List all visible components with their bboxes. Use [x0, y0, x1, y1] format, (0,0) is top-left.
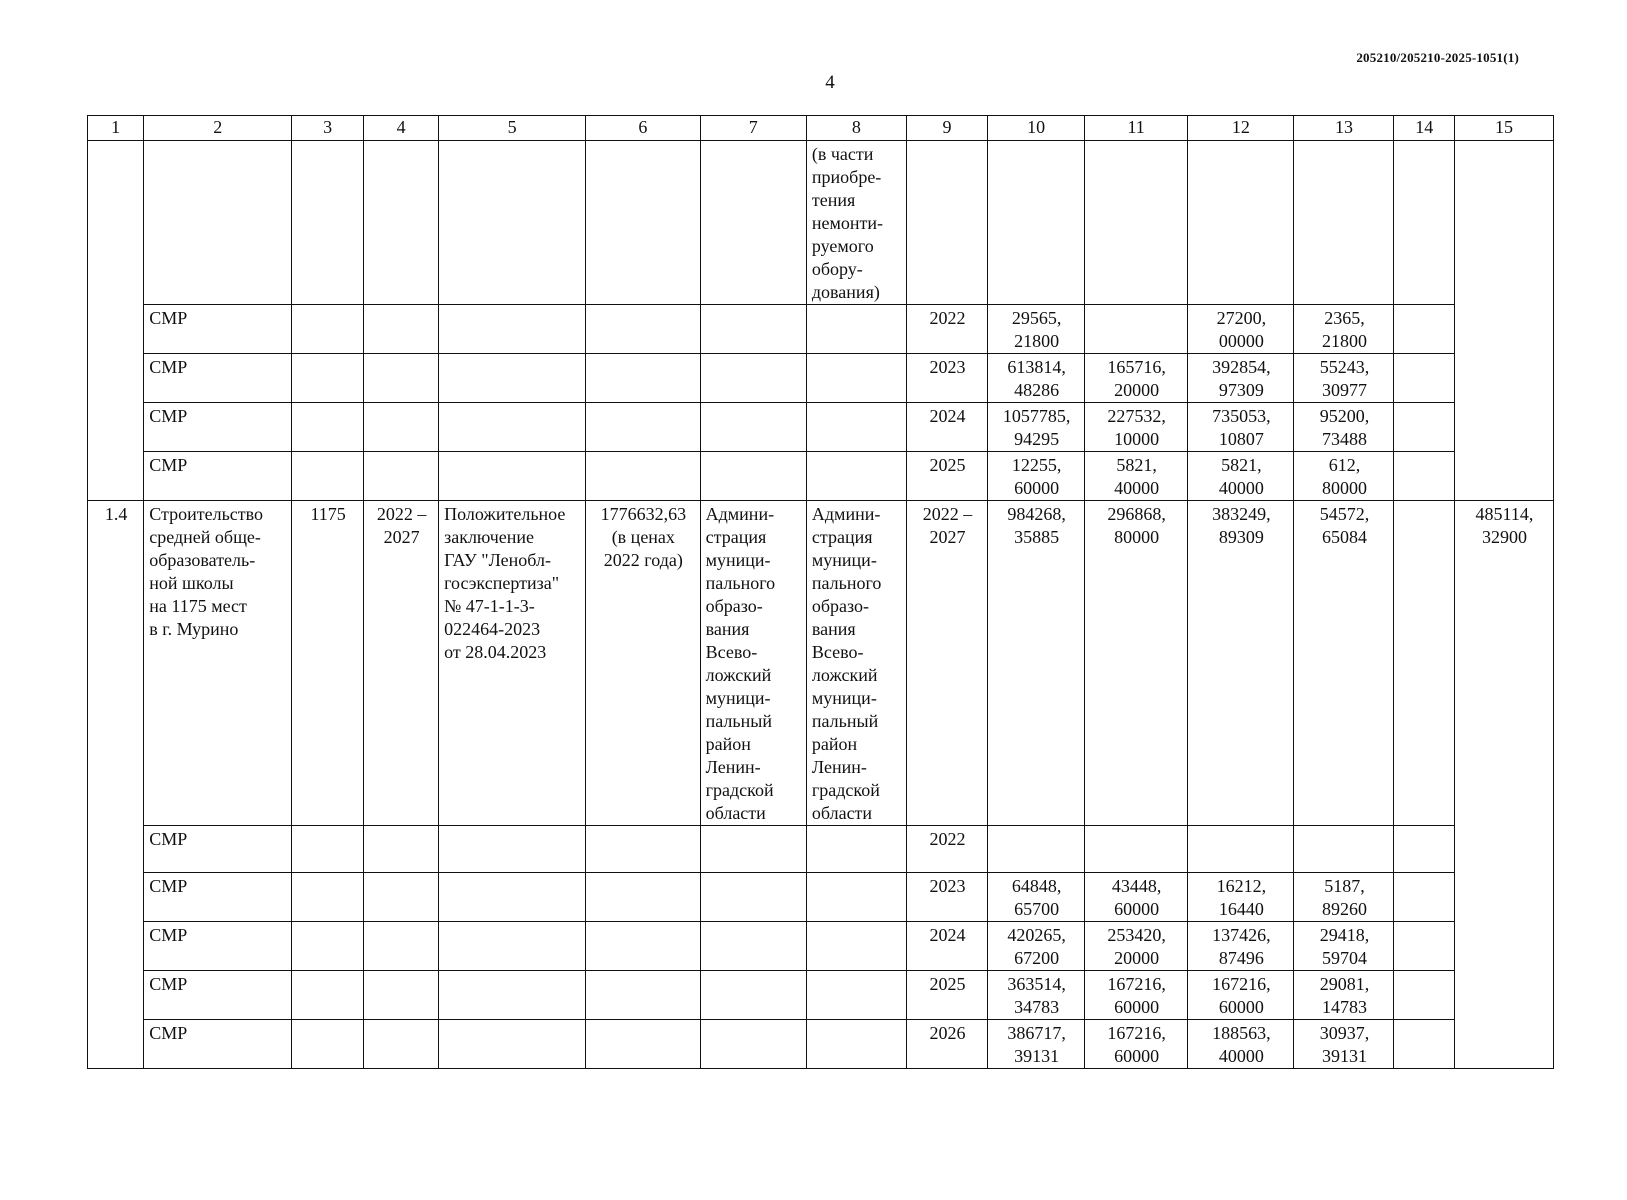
capacity: 1175: [292, 501, 364, 826]
amount-other: [1394, 971, 1454, 1020]
responsible-note: (в части приобре- тения немонти- руемого обору- дования): [806, 141, 906, 305]
item-number: 1.4: [88, 501, 144, 1069]
amount-total: [988, 826, 1085, 873]
total-cell: [1454, 141, 1553, 501]
year: 2024: [906, 403, 987, 452]
amount-regional: 137426, 87496: [1188, 922, 1294, 971]
column-number: 9: [906, 116, 987, 141]
amount-other: [1394, 826, 1454, 873]
document-id: 205210/205210-2025-1051(1): [1356, 50, 1519, 65]
column-number: 1: [88, 116, 144, 141]
year: 2025: [906, 452, 987, 501]
column-number: 3: [292, 116, 364, 141]
amount-regional: 735053, 10807: [1188, 403, 1294, 452]
amount-federal: 43448, 60000: [1085, 873, 1188, 922]
amount-federal: 165716, 20000: [1085, 354, 1188, 403]
page-number: 4: [825, 72, 835, 93]
amount-total: 12255, 60000: [988, 452, 1085, 501]
item-number-cell: [88, 141, 144, 501]
amount-local: 30937, 39131: [1294, 1020, 1394, 1069]
expertise-conclusion: Положительное заключение ГАУ "Ленобл- госэкспертиза" № 47-1-1-3- 022464-2023 от 28.04.2023: [439, 501, 586, 826]
table-row: [88, 452, 1554, 501]
amount-regional: [1188, 826, 1294, 873]
amount-local: 612, 80000: [1294, 452, 1394, 501]
amount-local: 29081, 14783: [1294, 971, 1394, 1020]
customer: Админи- страция муници- пального образо- вания Всево- ложский муници- пальный район Ленин- градской области: [700, 501, 806, 826]
amount-other: [1394, 403, 1454, 452]
object-name: Строительство средней обще- образователь- ной школы на 1175 мест в г. Мурино: [144, 501, 292, 826]
amount-federal: 167216, 60000: [1085, 971, 1188, 1020]
amount-regional: 383249, 89309: [1188, 501, 1294, 826]
column-number: 13: [1294, 116, 1394, 141]
work-type: СМР: [144, 354, 292, 403]
table-row: [88, 971, 1554, 1020]
column-number: 15: [1454, 116, 1553, 141]
table-row: [88, 922, 1554, 971]
amount-regional: 5821, 40000: [1188, 452, 1294, 501]
work-type: СМР: [144, 1020, 292, 1069]
column-number-row: [88, 116, 1554, 141]
table-row: [88, 354, 1554, 403]
year: 2024: [906, 922, 987, 971]
responsible: Админи- страция муници- пального образо- вания Всево- ложский муници- пальный район Ленин- градской области: [806, 501, 906, 826]
column-number: 2: [144, 116, 292, 141]
column-number: 5: [439, 116, 586, 141]
year: 2023: [906, 873, 987, 922]
table-row: [88, 826, 1554, 873]
column-number: 11: [1085, 116, 1188, 141]
amount-regional: 188563, 40000: [1188, 1020, 1294, 1069]
table-row: [88, 1020, 1554, 1069]
amount-other: [1394, 354, 1454, 403]
amount-total: 420265, 67200: [988, 922, 1085, 971]
year: 2022: [906, 826, 987, 873]
years: 2022 – 2027: [906, 501, 987, 826]
column-number: 7: [700, 116, 806, 141]
amount-total: 613814, 48286: [988, 354, 1085, 403]
amount-local: 5187, 89260: [1294, 873, 1394, 922]
amount-other: [1394, 452, 1454, 501]
amount-federal: 227532, 10000: [1085, 403, 1188, 452]
amount-regional: 392854, 97309: [1188, 354, 1294, 403]
table-row: [88, 305, 1554, 354]
column-number: 12: [1188, 116, 1294, 141]
column-number: 14: [1394, 116, 1454, 141]
total-remaining: 485114, 32900: [1454, 501, 1553, 1069]
amount-other: [1394, 501, 1454, 826]
amount-total: 386717, 39131: [988, 1020, 1085, 1069]
amount-local: 54572, 65084: [1294, 501, 1394, 826]
year: 2025: [906, 971, 987, 1020]
construction-period: 2022 – 2027: [364, 501, 439, 826]
year: 2023: [906, 354, 987, 403]
amount-other: [1394, 1020, 1454, 1069]
table-row: [88, 873, 1554, 922]
estimated-cost: 1776632,63 (в ценах 2022 года): [586, 501, 701, 826]
table-row: [88, 403, 1554, 452]
amount-federal: [1085, 305, 1188, 354]
table-row: [88, 141, 1554, 305]
amount-local: 95200, 73488: [1294, 403, 1394, 452]
table-row: [88, 501, 1554, 826]
column-number: 10: [988, 116, 1085, 141]
work-type: СМР: [144, 873, 292, 922]
amount-total: 29565, 21800: [988, 305, 1085, 354]
amount-total: 1057785, 94295: [988, 403, 1085, 452]
amount-total: 984268, 35885: [988, 501, 1085, 826]
amount-federal: [1085, 826, 1188, 873]
work-type: СМР: [144, 452, 292, 501]
amount-local: 2365, 21800: [1294, 305, 1394, 354]
amount-local: 29418, 59704: [1294, 922, 1394, 971]
amount-other: [1394, 873, 1454, 922]
amount-federal: 253420, 20000: [1085, 922, 1188, 971]
amount-total: 64848, 65700: [988, 873, 1085, 922]
work-type: СМР: [144, 403, 292, 452]
data-table: [87, 115, 1554, 1069]
work-type: СМР: [144, 922, 292, 971]
year: 2026: [906, 1020, 987, 1069]
work-type: СМР: [144, 971, 292, 1020]
work-type: СМР: [144, 826, 292, 873]
amount-federal: 167216, 60000: [1085, 1020, 1188, 1069]
column-number: 6: [586, 116, 701, 141]
amount-federal: 5821, 40000: [1085, 452, 1188, 501]
amount-regional: 27200, 00000: [1188, 305, 1294, 354]
work-type: СМР: [144, 305, 292, 354]
amount-total: 363514, 34783: [988, 971, 1085, 1020]
amount-other: [1394, 305, 1454, 354]
year: 2022: [906, 305, 987, 354]
amount-federal: 296868, 80000: [1085, 501, 1188, 826]
column-number: 4: [364, 116, 439, 141]
amount-regional: 16212, 16440: [1188, 873, 1294, 922]
column-number: 8: [806, 116, 906, 141]
amount-local: [1294, 826, 1394, 873]
amount-local: 55243, 30977: [1294, 354, 1394, 403]
amount-other: [1394, 922, 1454, 971]
amount-regional: 167216, 60000: [1188, 971, 1294, 1020]
